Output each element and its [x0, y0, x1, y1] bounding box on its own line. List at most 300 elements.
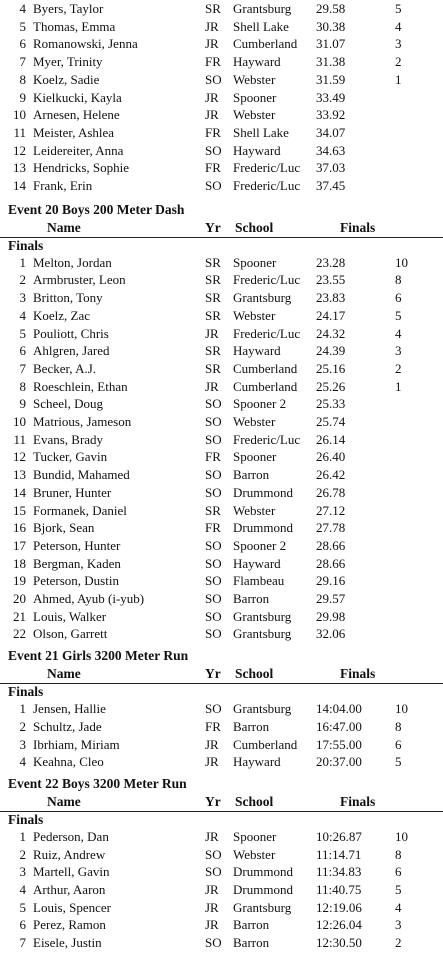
points: 3	[395, 343, 402, 359]
round-label: Finals	[8, 811, 44, 827]
round-label: Finals	[8, 237, 44, 253]
finals-mark: 33.92	[316, 107, 346, 123]
class-year: JR	[205, 378, 219, 394]
school: Frederic/Luc	[233, 325, 301, 341]
place: 1	[19, 828, 26, 844]
place: 5	[19, 18, 26, 34]
school: Shell Lake	[233, 18, 289, 34]
finals-mark: 26.40	[316, 449, 346, 465]
class-year: SO	[205, 864, 222, 880]
place: 2	[19, 846, 26, 862]
place: 5	[19, 899, 26, 915]
school: Hayward	[233, 754, 281, 770]
finals-mark: 29.98	[316, 608, 346, 624]
class-year: SO	[205, 935, 222, 951]
athlete-name: Olson, Garrett	[33, 626, 108, 642]
result-row	[0, 608, 443, 626]
finals-mark: 37.03	[316, 160, 346, 176]
athlete-name: Leidereiter, Anna	[33, 142, 124, 158]
result-row	[0, 35, 443, 53]
place: 2	[19, 718, 26, 734]
school: Drummond	[233, 882, 293, 897]
athlete-name: Keahna, Cleo	[33, 754, 104, 770]
finals-mark: 12:19.06	[316, 899, 362, 915]
result-row	[0, 89, 443, 107]
place: 19	[13, 573, 26, 589]
class-year: SR	[205, 272, 221, 288]
school: Drummond	[233, 484, 293, 500]
class-year: JR	[205, 882, 219, 897]
place: 6	[19, 343, 26, 359]
place: 4	[19, 307, 26, 323]
finals-mark: 34.63	[316, 142, 346, 158]
result-row	[0, 325, 443, 343]
school: Hayward	[233, 142, 281, 158]
points: 4	[395, 899, 402, 915]
finals-mark: 30.38	[316, 18, 346, 34]
class-year: SR	[205, 502, 221, 518]
class-year: JR	[205, 89, 219, 105]
school: Spooner	[233, 89, 277, 105]
school: Hayward	[233, 54, 281, 70]
athlete-name: Ahmed, Ayub (i-yub)	[33, 591, 145, 606]
class-year: FR	[205, 160, 221, 176]
finals-mark: 24.17	[316, 307, 346, 323]
school: Cumberland	[233, 36, 298, 52]
school: Drummond	[233, 864, 293, 880]
points: 8	[395, 272, 402, 288]
class-year: JR	[205, 899, 219, 915]
finals-mark: 27.78	[316, 520, 346, 536]
class-year: SO	[205, 467, 222, 483]
school: Barron	[233, 917, 270, 933]
result-row	[0, 881, 443, 899]
school: Flambeau	[233, 573, 285, 589]
place: 7	[19, 54, 26, 70]
result-row	[0, 590, 443, 608]
result-row	[0, 555, 443, 573]
place: 1	[19, 701, 26, 717]
place: 3	[19, 736, 26, 752]
column-header-school: School	[235, 666, 274, 682]
finals-mark: 29.57	[316, 591, 346, 606]
school: Webster	[233, 307, 276, 323]
finals-mark: 20:37.00	[316, 754, 362, 770]
points: 2	[395, 54, 402, 70]
result-row	[0, 177, 443, 195]
result-row	[0, 307, 443, 325]
result-row	[0, 934, 443, 952]
finals-mark: 11:40.75	[316, 882, 362, 897]
points: 10	[395, 254, 408, 270]
school: Grantsburg	[233, 290, 292, 306]
school: Webster	[233, 502, 276, 518]
place: 15	[13, 502, 26, 518]
school: Grantsburg	[233, 626, 292, 642]
athlete-name: Arnesen, Helene	[33, 107, 120, 123]
result-row	[0, 916, 443, 934]
result-row	[0, 863, 443, 881]
column-header-row	[0, 219, 443, 238]
place: 14	[13, 178, 26, 193]
points: 8	[395, 718, 402, 734]
athlete-name: Ibrhiam, Miriam	[33, 736, 120, 752]
result-row	[0, 159, 443, 177]
result-row	[0, 736, 443, 754]
finals-mark: 27.12	[316, 502, 346, 518]
finals-mark: 23.28	[316, 254, 346, 270]
athlete-name: Hendricks, Sophie	[33, 160, 130, 176]
athlete-name: Peterson, Dustin	[33, 573, 119, 589]
points: 2	[395, 360, 402, 376]
points: 6	[395, 290, 402, 306]
result-row	[0, 519, 443, 537]
class-year: SO	[205, 591, 222, 606]
event-title: Event 22 Boys 3200 Meter Run	[8, 775, 187, 791]
class-year: SR	[205, 290, 221, 306]
school: Cumberland	[233, 736, 298, 752]
finals-mark: 10:26.87	[316, 828, 362, 844]
result-row	[0, 395, 443, 413]
athlete-name: Scheel, Doug	[33, 396, 104, 412]
athlete-name: Bundid, Mahamed	[33, 467, 130, 483]
athlete-name: Formanek, Daniel	[33, 502, 127, 518]
finals-mark: 31.38	[316, 54, 346, 70]
class-year: SO	[205, 431, 222, 447]
athlete-name: Bjork, Sean	[33, 520, 95, 536]
place: 11	[13, 124, 26, 140]
finals-mark: 23.55	[316, 272, 346, 288]
result-row	[0, 899, 443, 917]
class-year: SR	[205, 360, 221, 376]
place: 13	[13, 160, 26, 176]
finals-mark: 37.45	[316, 178, 346, 193]
athlete-name: Byers, Taylor	[33, 1, 104, 16]
finals-mark: 32.06	[316, 626, 346, 642]
school: Barron	[233, 935, 270, 951]
school: Webster	[233, 846, 276, 862]
place: 12	[13, 142, 26, 158]
finals-mark: 25.74	[316, 414, 346, 429]
result-row	[0, 71, 443, 89]
athlete-name: Martell, Gavin	[33, 864, 110, 880]
place: 10	[13, 107, 26, 123]
points: 4	[395, 18, 402, 34]
column-header-yr: Yr	[205, 219, 221, 235]
result-row	[0, 572, 443, 590]
points: 5	[395, 307, 402, 323]
class-year: JR	[205, 917, 219, 933]
points: 5	[395, 882, 402, 897]
school: Frederic/Luc	[233, 272, 301, 288]
result-row	[0, 484, 443, 502]
event-title: Event 21 Girls 3200 Meter Run	[8, 648, 189, 664]
athlete-name: Kielkucki, Kayla	[33, 89, 122, 105]
column-header-mark: Finals	[340, 666, 376, 682]
place: 4	[19, 754, 26, 770]
result-row	[0, 466, 443, 484]
finals-mark: 23.83	[316, 290, 346, 306]
points: 1	[395, 378, 402, 394]
class-year: JR	[205, 828, 219, 844]
points: 3	[395, 917, 402, 933]
finals-mark: 24.39	[316, 343, 346, 359]
finals-mark: 31.59	[316, 71, 346, 87]
place: 14	[13, 484, 26, 500]
result-row	[0, 502, 443, 520]
place: 10	[13, 414, 26, 429]
finals-mark: 29.16	[316, 573, 346, 589]
place: 1	[19, 254, 26, 270]
place: 7	[19, 360, 26, 376]
athlete-name: Schultz, Jade	[33, 718, 102, 734]
athlete-name: Becker, A.J.	[33, 360, 97, 376]
column-header-row	[0, 665, 443, 684]
class-year: SO	[205, 573, 222, 589]
result-row	[0, 625, 443, 643]
result-row	[0, 378, 443, 396]
place: 16	[13, 520, 26, 536]
finals-mark: 11:34.83	[316, 864, 362, 880]
class-year: SO	[205, 555, 222, 571]
place: 4	[19, 882, 26, 897]
class-year: JR	[205, 754, 219, 770]
finals-mark: 28.66	[316, 555, 346, 571]
athlete-name: Arthur, Aaron	[33, 882, 106, 897]
points: 2	[395, 935, 402, 951]
athlete-name: Pouliott, Chris	[33, 325, 109, 341]
athlete-name: Melton, Jordan	[33, 254, 112, 270]
school: Frederic/Luc	[233, 178, 301, 193]
column-header-mark: Finals	[340, 793, 376, 809]
column-header-school: School	[235, 793, 274, 809]
place: 3	[19, 864, 26, 880]
place: 21	[13, 608, 26, 624]
athlete-name: Matrious, Jameson	[33, 414, 132, 429]
class-year: SR	[205, 254, 221, 270]
athlete-name: Jensen, Hallie	[33, 701, 106, 717]
place: 5	[19, 325, 26, 341]
finals-mark: 25.26	[316, 378, 346, 394]
school: Cumberland	[233, 360, 298, 376]
school: Grantsburg	[233, 1, 292, 16]
class-year: FR	[205, 54, 221, 70]
athlete-name: Tucker, Gavin	[33, 449, 108, 465]
result-row	[0, 846, 443, 864]
finals-mark: 12:30.50	[316, 935, 362, 951]
class-year: JR	[205, 325, 219, 341]
finals-mark: 26.78	[316, 484, 346, 500]
school: Grantsburg	[233, 899, 292, 915]
finals-mark: 26.42	[316, 467, 346, 483]
class-year: JR	[205, 736, 219, 752]
school: Barron	[233, 591, 270, 606]
column-header-mark: Finals	[340, 219, 376, 235]
result-row	[0, 289, 443, 307]
result-row	[0, 828, 443, 846]
place: 8	[19, 378, 26, 394]
school: Webster	[233, 414, 276, 429]
points: 8	[395, 846, 402, 862]
finals-mark: 25.16	[316, 360, 346, 376]
result-row	[0, 53, 443, 71]
school: Spooner	[233, 828, 277, 844]
finals-mark: 14:04.00	[316, 701, 362, 717]
school: Grantsburg	[233, 608, 292, 624]
athlete-name: Pederson, Dan	[33, 828, 109, 844]
result-row	[0, 431, 443, 449]
round-label: Finals	[8, 684, 44, 700]
athlete-name: Eisele, Justin	[33, 935, 102, 951]
place: 7	[19, 935, 26, 951]
result-row	[0, 254, 443, 272]
column-header-name: Name	[47, 219, 81, 235]
athlete-name: Bruner, Hunter	[33, 484, 112, 500]
class-year: SO	[205, 846, 222, 862]
athlete-name: Armbruster, Leon	[33, 272, 126, 288]
athlete-name: Louis, Spencer	[33, 899, 111, 915]
column-header-yr: Yr	[205, 666, 221, 682]
result-row	[0, 718, 443, 736]
athlete-name: Roeschlein, Ethan	[33, 378, 128, 394]
column-header-name: Name	[47, 793, 81, 809]
column-header-yr: Yr	[205, 793, 221, 809]
class-year: SO	[205, 396, 222, 412]
result-row	[0, 753, 443, 771]
result-row	[0, 448, 443, 466]
place: 6	[19, 36, 26, 52]
athlete-name: Peterson, Hunter	[33, 537, 121, 553]
class-year: JR	[205, 18, 219, 34]
school: Webster	[233, 71, 276, 87]
place: 9	[19, 396, 26, 412]
class-year: SR	[205, 1, 221, 16]
class-year: JR	[205, 107, 219, 123]
points: 10	[395, 828, 408, 844]
athlete-name: Romanowski, Jenna	[33, 36, 138, 52]
finals-mark: 11:14.71	[316, 846, 362, 862]
class-year: SO	[205, 608, 222, 624]
athlete-name: Perez, Ramon	[33, 917, 106, 933]
athlete-name: Ruiz, Andrew	[33, 846, 106, 862]
finals-mark: 24.32	[316, 325, 346, 341]
school: Grantsburg	[233, 701, 292, 717]
athlete-name: Louis, Walker	[33, 608, 107, 624]
place: 20	[13, 591, 26, 606]
result-row	[0, 700, 443, 718]
athlete-name: Myer, Trinity	[33, 54, 103, 70]
place: 4	[19, 1, 26, 16]
class-year: SO	[205, 537, 222, 553]
place: 11	[13, 431, 26, 447]
class-year: SO	[205, 71, 222, 87]
athlete-name: Meister, Ashlea	[33, 124, 115, 140]
place: 6	[19, 917, 26, 933]
class-year: SO	[205, 701, 222, 717]
result-row	[0, 537, 443, 555]
class-year: FR	[205, 449, 221, 465]
athlete-name: Thomas, Emma	[33, 18, 116, 34]
class-year: SO	[205, 178, 222, 193]
school: Spooner	[233, 254, 277, 270]
class-year: SR	[205, 343, 221, 359]
result-row	[0, 271, 443, 289]
school: Spooner	[233, 449, 277, 465]
result-row	[0, 106, 443, 124]
class-year: JR	[205, 36, 219, 52]
class-year: SO	[205, 626, 222, 642]
athlete-name: Evans, Brady	[33, 431, 104, 447]
athlete-name: Bergman, Kaden	[33, 555, 121, 571]
points: 6	[395, 736, 402, 752]
result-row	[0, 18, 443, 36]
school: Hayward	[233, 555, 281, 571]
class-year: SR	[205, 307, 221, 323]
class-year: FR	[205, 520, 221, 536]
result-row	[0, 413, 443, 431]
school: Spooner 2	[233, 537, 287, 553]
school: Shell Lake	[233, 124, 289, 140]
place: 18	[13, 555, 26, 571]
points: 3	[395, 36, 402, 52]
finals-mark: 17:55.00	[316, 736, 362, 752]
athlete-name: Frank, Erin	[33, 178, 93, 193]
school: Drummond	[233, 520, 293, 536]
place: 2	[19, 272, 26, 288]
athlete-name: Koelz, Sadie	[33, 71, 100, 87]
finals-mark: 12:26.04	[316, 917, 362, 933]
result-row	[0, 0, 443, 18]
finals-mark: 29.58	[316, 1, 346, 16]
school: Barron	[233, 718, 270, 734]
finals-mark: 34.07	[316, 124, 346, 140]
finals-mark: 26.14	[316, 431, 346, 447]
school: Cumberland	[233, 378, 298, 394]
result-row	[0, 124, 443, 142]
place: 8	[19, 71, 26, 87]
result-row	[0, 142, 443, 160]
points: 5	[395, 1, 402, 16]
school: Hayward	[233, 343, 281, 359]
place: 17	[13, 537, 26, 553]
class-year: SO	[205, 142, 222, 158]
points: 10	[395, 701, 408, 717]
place: 12	[13, 449, 26, 465]
result-row	[0, 360, 443, 378]
class-year: SO	[205, 484, 222, 500]
points: 5	[395, 754, 402, 770]
column-header-school: School	[235, 219, 274, 235]
school: Frederic/Luc	[233, 431, 301, 447]
athlete-name: Britton, Tony	[33, 290, 103, 306]
column-header-name: Name	[47, 666, 81, 682]
finals-mark: 33.49	[316, 89, 346, 105]
place: 13	[13, 467, 26, 483]
points: 4	[395, 325, 402, 341]
column-header-row	[0, 793, 443, 812]
finals-mark: 25.33	[316, 396, 346, 412]
place: 22	[13, 626, 26, 642]
school: Barron	[233, 467, 270, 483]
class-year: FR	[205, 124, 221, 140]
finals-mark: 16:47.00	[316, 718, 362, 734]
result-row	[0, 342, 443, 360]
points: 6	[395, 864, 402, 880]
school: Spooner 2	[233, 396, 287, 412]
place: 3	[19, 290, 26, 306]
place: 9	[19, 89, 26, 105]
event-title: Event 20 Boys 200 Meter Dash	[8, 201, 185, 217]
